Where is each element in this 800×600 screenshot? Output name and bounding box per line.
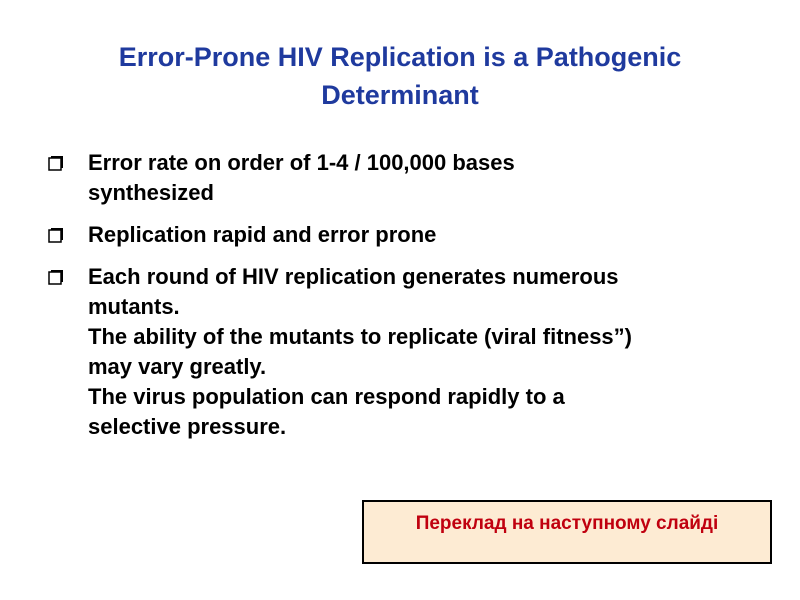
bullet-text-line: may vary greatly. bbox=[88, 354, 267, 379]
slide-title: Error-Prone HIV Replication is a Pathogenic Determinant bbox=[118, 42, 682, 110]
bullet-text-line: synthesized bbox=[88, 180, 214, 205]
bullet-list bbox=[48, 148, 768, 454]
bullet-text-line: Replication rapid and error prone bbox=[88, 222, 437, 247]
hollow-square-bullet-icon bbox=[48, 269, 64, 285]
bullet-item-error-rate bbox=[48, 148, 768, 208]
bullet-text-line: Each round of HIV replication generates numerous bbox=[88, 264, 619, 289]
bullet-text-line: The ability of the mutants to replicate (viral fitness”) bbox=[88, 324, 632, 349]
bullet-text-line: selective pressure. bbox=[88, 414, 287, 439]
bullet-text-line: Error rate on order of 1-4 / 100,000 bases bbox=[88, 150, 515, 175]
bullet-text-line: The virus population can respond rapidly to a bbox=[88, 384, 565, 409]
hollow-square-bullet-icon bbox=[48, 227, 64, 243]
bullet-item-each-round bbox=[48, 262, 768, 442]
hollow-square-bullet-icon bbox=[48, 155, 64, 171]
translation-note-box bbox=[362, 500, 772, 564]
bullet-item-replication-rapid bbox=[48, 220, 768, 250]
bullet-text-line: mutants. bbox=[88, 294, 180, 319]
translation-note-text: Переклад на наступному слайді bbox=[415, 513, 719, 534]
